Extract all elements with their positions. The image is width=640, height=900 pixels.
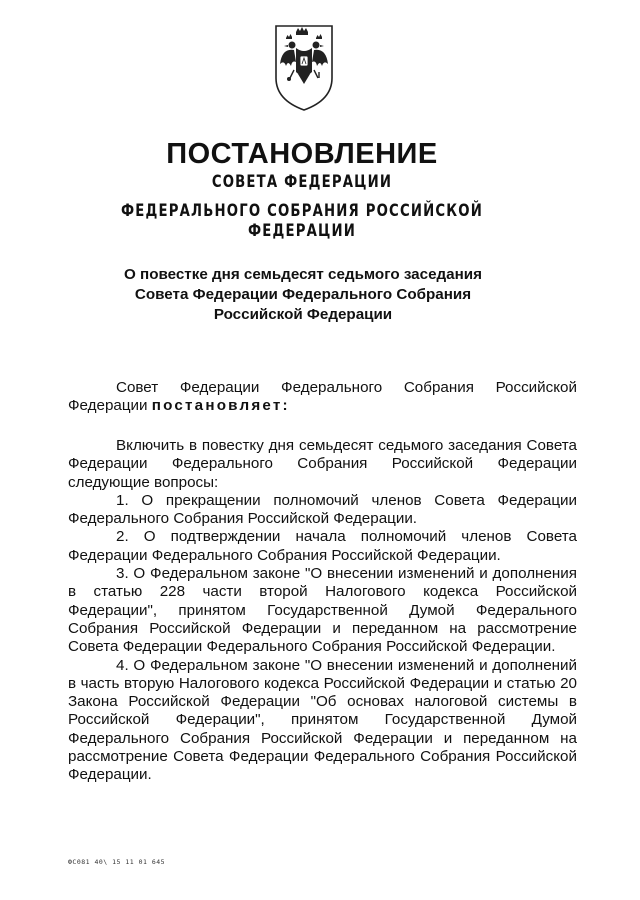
agenda-item-1: 1. О прекращении полномочий членов Совета Федерации Федерального Собрания Российской Федерации. [68, 491, 577, 528]
document-subtitle-line1: СОВЕТА ФЕДЕРАЦИИ [211, 172, 393, 192]
agenda-item-2: 2. О подтверждении начала полномочий членов Совета Федерации Федерального Собрания Российской Федерации. [68, 528, 577, 564]
preamble-emphasis: постановляет: [151, 397, 290, 415]
agenda-item-4: 4. О Федеральном законе "О внесении изменений и дополнений в часть вторую Налогового кодекса Российской Федерации и статью 20 Закона Российской Федерации "Об основах налоговой системы в Российской Федерации", принятом Государственной Думой Федерального Собрания Российской Федерации и переданном на рассмотрение Совета Федерации Федерального Собрания Российской Федерации. [68, 656, 577, 784]
document-stamp: ФС081 40\ 15 11 01 645 [68, 858, 166, 866]
decree-section [68, 437, 577, 785]
subject-line-3: Российской Федерации [213, 306, 393, 323]
resolution-subject [90, 265, 516, 325]
preamble-text: Совет Федерации Федерального Собрания Российской Федерации [68, 379, 577, 415]
double-headed-eagle-emblem-icon [272, 20, 336, 112]
subject-line-1: О повестке дня семьдесят седьмого заседания [124, 266, 482, 283]
agenda-item-3: 3. О Федеральном законе "О внесении изменений и дополнения в статью 228 части второй Налогового кодекса Российской Федерации", принятом Государственной Думой Федерального Собрания Российской Федерации и переданном на рассмотрение Совета Федерации Федерального Собрания Российской Федерации. [68, 565, 577, 656]
subject-line-2: Совета Федерации Федерального Собрания [134, 286, 472, 303]
decree-intro: Включить в повестку дня семьдесят седьмого заседания Совета Федерации Федерального Собрания Российской Федерации следующие вопросы: [68, 437, 577, 491]
preamble-paragraph [68, 379, 577, 416]
document-subtitle-line2: ФЕДЕРАЛЬНОГО СОБРАНИЯ РОССИЙСКОЙ ФЕДЕРАЦИИ [120, 201, 484, 241]
document-title: ПОСТАНОВЛЕНИЕ [166, 138, 438, 170]
